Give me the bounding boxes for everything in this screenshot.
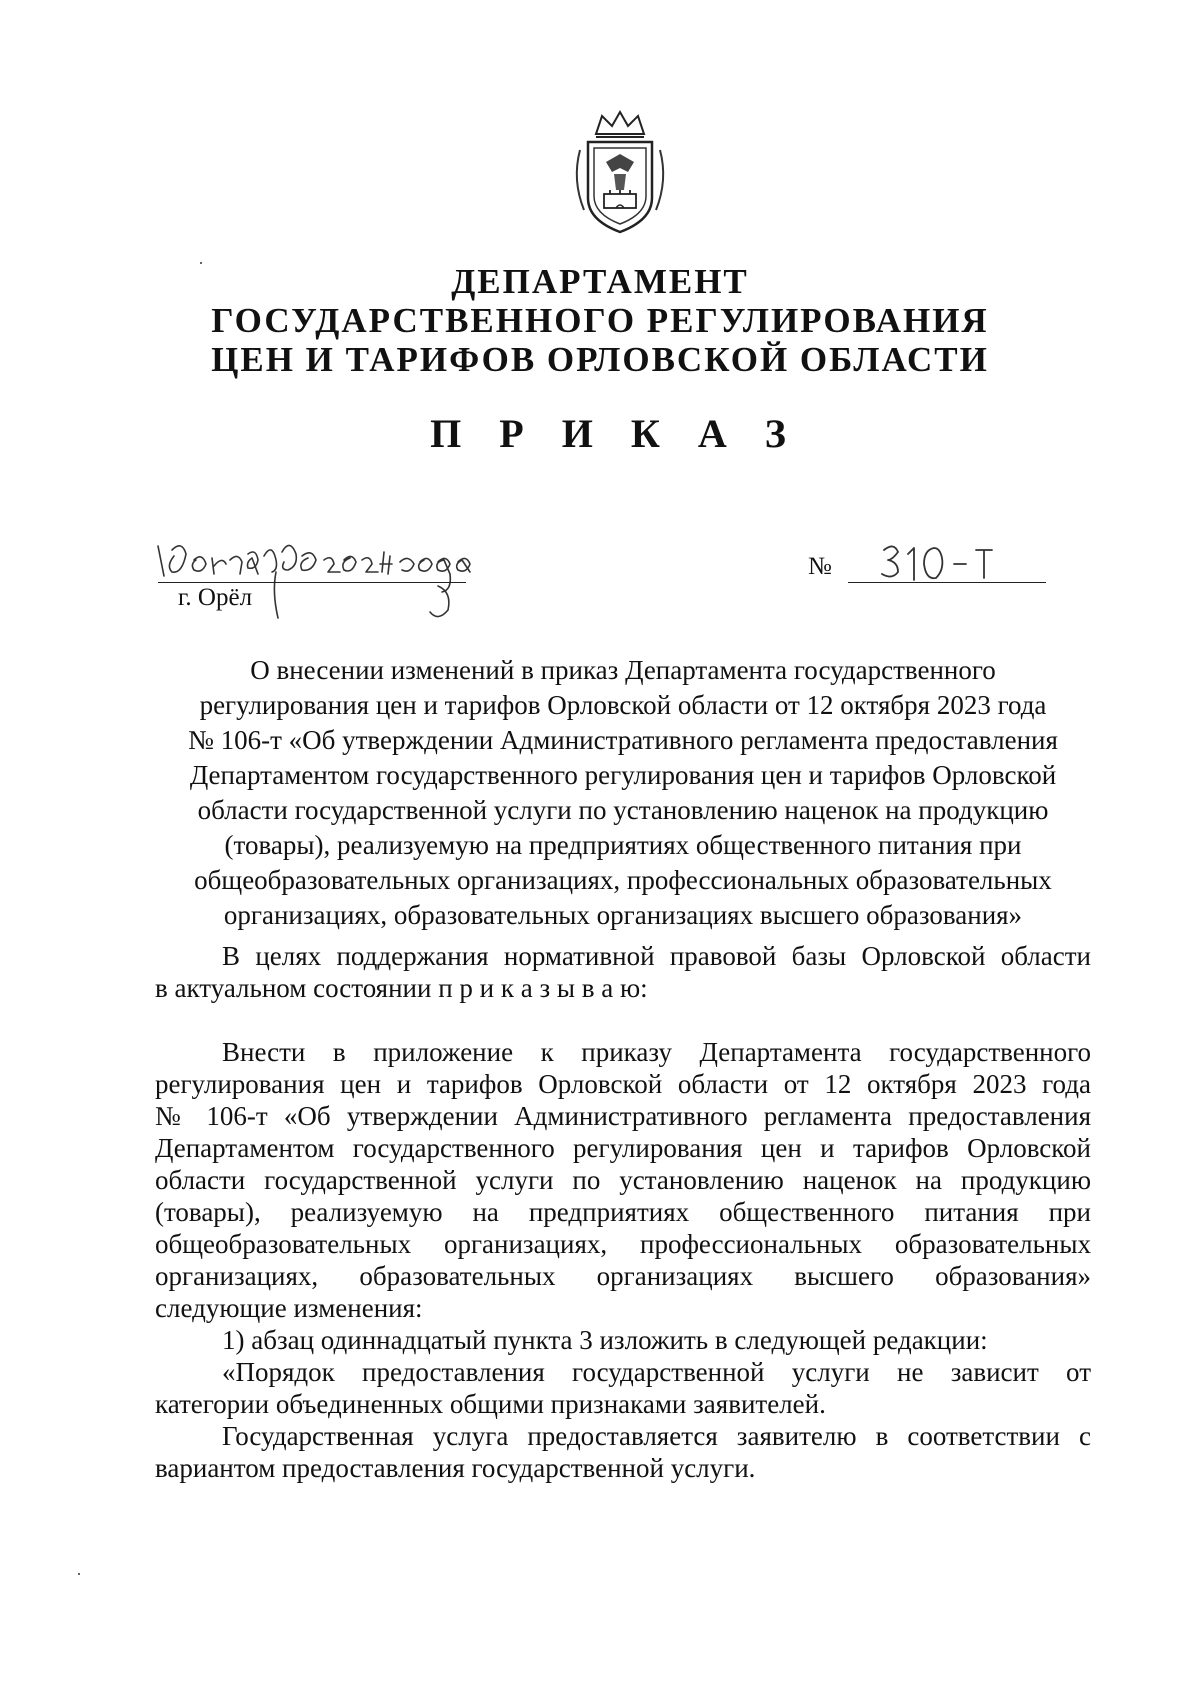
preamble-line: В целях поддержания нормативной правовой базы Орловской области [222, 941, 1091, 971]
handwritten-number [880, 540, 1030, 586]
item-1: 1) абзац одиннадцатый пункта 3 изложить в следующей редакции: [222, 1325, 988, 1355]
main-line: следующие изменения: [155, 1293, 423, 1323]
number-underline [848, 582, 1046, 583]
department-line-1: ДЕПАРТАМЕНТ [451, 262, 749, 301]
department-line-3: ЦЕН И ТАРИФОВ ОРЛОВСКОЙ ОБЛАСТИ [211, 340, 989, 379]
handwritten-date [152, 530, 522, 630]
subject-line: О внесении изменений в приказ Департамента государственного [250, 655, 996, 685]
subject-line: № 106-т «Об утверждении Административного регламента предоставления [188, 725, 1058, 755]
preamble-line: в актуальном состоянии п р и к а з ы в а ю: [155, 973, 648, 1003]
subject-line: регулирования цен и тарифов Орловской области от 12 октября 2023 года [199, 690, 1047, 720]
main-line: (товары), реализуемую на предприятиях общественного питания при [155, 1197, 1091, 1227]
main-line: общеобразовательных организациях, профессиональных образовательных [155, 1229, 1091, 1259]
final-line: Государственная услуга предоставляется заявителю в соответствии с [222, 1421, 1091, 1451]
quote-line: «Порядок предоставления государственной услуги не зависит от [222, 1357, 1091, 1387]
scan-speck [78, 1573, 80, 1575]
main-paragraph [155, 1036, 1091, 1484]
number-label: № [808, 553, 832, 580]
scan-speck [200, 262, 202, 264]
subject-line: организациях, образовательных организациях высшего образования» [223, 900, 1023, 930]
main-line: Внести в приложение к приказу Департамента государственного [222, 1037, 1091, 1067]
city-label: г. Орёл [178, 584, 253, 611]
main-line: области государственной услуги по установлению наценок на продукцию [155, 1165, 1091, 1195]
department-header [0, 262, 1200, 379]
subject-line: области государственной услуги по установлению наценок на продукцию [197, 795, 1049, 825]
main-line: № 106-т «Об утверждении Административного регламента предоставления [155, 1101, 1091, 1131]
subject-line: общеобразовательных организациях, профессиональных образовательных [194, 865, 1052, 895]
main-line: Департаментом государственного регулирования цен и тарифов Орловской [155, 1133, 1091, 1163]
final-line: вариантом предоставления государственной услуги. [155, 1453, 756, 1483]
main-line: организациях, образовательных организациях высшего образования» [155, 1261, 1091, 1291]
subject-line: (товары), реализуемую на предприятиях общественного питания при [224, 830, 1022, 860]
subject-line: Департаментом государственного регулирования цен и тарифов Орловской [189, 760, 1057, 790]
department-line-2: ГОСУДАРСТВЕННОГО РЕГУЛИРОВАНИЯ [211, 301, 989, 340]
order-subject [158, 653, 1088, 933]
preamble-paragraph [155, 940, 1091, 1004]
date-underline [158, 582, 466, 583]
quote-line: категории объединенных общими признаками заявителей. [155, 1389, 826, 1419]
order-title: П Р И К А З [430, 411, 800, 456]
coat-of-arms-emblem [566, 110, 674, 236]
main-line: регулирования цен и тарифов Орловской области от 12 октября 2023 года [155, 1069, 1091, 1099]
